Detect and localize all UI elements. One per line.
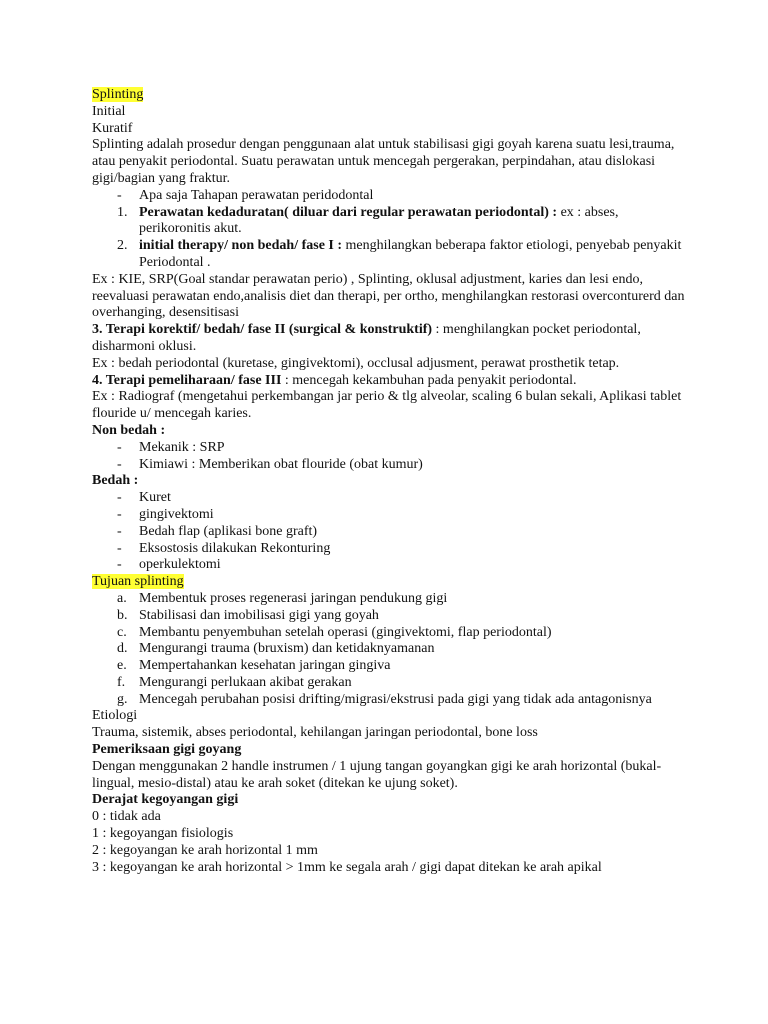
- list-item: [92, 507, 692, 524]
- list-item: [92, 238, 692, 272]
- list-marker: b.: [117, 607, 128, 623]
- list-item-text: Kuret: [139, 490, 171, 506]
- non-bedah-list: [92, 440, 692, 474]
- pemeriksaan-heading: Pemeriksaan gigi goyang: [92, 742, 242, 758]
- line-kuratif: Kuratif: [92, 120, 133, 136]
- list-item-text: Mekanik : SRP: [139, 439, 225, 455]
- tahap-3-paragraph: [92, 322, 692, 356]
- bedah-list: [92, 490, 692, 574]
- derajat-line: 1 : kegoyangan fisiologis: [92, 826, 234, 842]
- list-marker: g.: [117, 691, 128, 707]
- list-item-text: gingivektomi: [139, 506, 214, 522]
- list-item-text: operkulektomi: [139, 557, 221, 573]
- tahap-1-text: ex : abses, perikoronitis akut.: [139, 204, 619, 237]
- example-initial-paragraph: Ex : KIE, SRP(Goal standar perawatan perio) , Splinting, oklusal adjustment, karies dan lesi endo, reevaluasi perawatan endo,analisis diet dan therapi, per ortho, menghilangkan restorasi overconturerd dan overhanging, desensitisasi: [92, 271, 685, 321]
- list-item-text: Membentuk proses regenerasi jaringan pendukung gigi: [139, 590, 448, 606]
- etiologi-text: Trauma, sistemik, abses periodontal, kehilangan jaringan periodontal, bone loss: [92, 725, 538, 741]
- line-initial: Initial: [92, 103, 126, 119]
- list-item: [92, 675, 692, 692]
- list-item: [92, 625, 692, 642]
- definition-paragraph: Splinting adalah prosedur dengan penggunaan alat untuk stabilisasi gigi goyah karena suatu lesi,trauma, atau penyakit periodontal. Suatu perawatan untuk mencegah pergerakan, perpindahan, atau dislokasi gigi/bagian yang fraktur.: [92, 137, 675, 186]
- list-item-text: Stabilisasi dan imobilisasi gigi yang goyah: [139, 607, 379, 623]
- etiologi-heading: Etiologi: [92, 708, 138, 724]
- tujuan-list: [92, 591, 692, 709]
- list-item-text: Bedah flap (aplikasi bone graft): [139, 523, 318, 539]
- list-item: [92, 591, 692, 608]
- tujuan-heading: Tujuan splinting: [92, 574, 184, 590]
- list-item: [92, 608, 692, 625]
- tahap-3-text: : menghilangkan pocket periodontal, disharmoni oklusi.: [92, 322, 641, 354]
- list-marker: e.: [117, 658, 127, 674]
- tahapan-numbered-list: [92, 205, 692, 272]
- list-item: [92, 457, 692, 474]
- list-item-text: Mengurangi trauma (bruxism) dan ketidaknyamanan: [139, 641, 435, 657]
- bedah-heading: Bedah :: [92, 473, 139, 489]
- list-item: [92, 490, 692, 507]
- list-marker: 1.: [117, 204, 128, 220]
- tahap-2-title: initial therapy/ non bedah/ fase I :: [139, 238, 343, 254]
- list-marker: -: [117, 506, 122, 522]
- list-marker: d.: [117, 641, 128, 657]
- list-item: [92, 440, 692, 457]
- example-korektif-paragraph: Ex : bedah periodontal (kuretase, gingivektomi), occlusal adjusment, perawat prosthetik tetap.: [92, 355, 620, 371]
- derajat-line: 3 : kegoyangan ke arah horizontal > 1mm ke segala arah / gigi dapat ditekan ke arah apikal: [92, 859, 602, 875]
- list-marker: -: [117, 439, 122, 455]
- tahap-4-title: 4. Terapi pemeliharaan/ fase III: [92, 372, 282, 388]
- list-marker: -: [117, 490, 122, 506]
- list-item: [92, 658, 692, 675]
- tahap-3-title: 3. Terapi korektif/ bedah/ fase II (surgical & konstruktif): [92, 322, 433, 338]
- list-item-text: Mempertahankan kesehatan jaringan gingiva: [139, 658, 391, 674]
- list-item-text: Apa saja Tahapan perawatan peridodontal: [139, 187, 374, 203]
- list-item: [92, 541, 692, 558]
- document-page: [92, 87, 692, 876]
- list-marker: -: [117, 523, 122, 539]
- derajat-line: 2 : kegoyangan ke arah horizontal 1 mm: [92, 842, 318, 858]
- pemeriksaan-text: Dengan menggunakan 2 handle instrumen / 1 ujung tangan goyangkan gigi ke arah horizontal (bukal-lingual, mesio-distal) atau ke arah soket (ditekan ke ujung soket).: [92, 758, 662, 791]
- tahap-2-text: menghilangkan beberapa faktor etiologi, penyebab penyakit Periodontal .: [139, 238, 682, 270]
- list-marker: f.: [117, 674, 126, 690]
- tahap-4-paragraph: [92, 373, 692, 390]
- list-item-text: Mengurangi perlukaan akibat gerakan: [139, 674, 352, 690]
- list-marker: -: [117, 557, 122, 573]
- tahap-1-title: Perawatan kedaduratan( diluar dari regular perawatan periodontal) :: [139, 204, 558, 220]
- heading-splinting: Splinting: [92, 87, 144, 102]
- list-item-text: Mencegah perubahan posisi drifting/migrasi/ekstrusi pada gigi yang tidak ada antagonisnya: [139, 691, 652, 707]
- list-marker: -: [117, 187, 122, 203]
- tahapan-question-list: [92, 188, 692, 205]
- list-item: [92, 557, 692, 574]
- tahap-4-text: : mencegah kekambuhan pada penyakit periodontal.: [281, 372, 577, 388]
- list-marker: a.: [117, 590, 127, 606]
- list-marker: c.: [117, 624, 127, 640]
- list-marker: -: [117, 456, 122, 472]
- list-item: [92, 188, 692, 205]
- list-item: [92, 692, 692, 709]
- list-marker: -: [117, 540, 122, 556]
- list-item: [92, 524, 692, 541]
- list-marker: 2.: [117, 238, 128, 254]
- example-pemeliharaan-paragraph: Ex : Radiograf (mengetahui perkembangan jar perio & tlg alveolar, scaling 6 bulan sekali, Aplikasi tablet flouride u/ mencegah karies.: [92, 389, 682, 422]
- derajat-heading: Derajat kegoyangan gigi: [92, 792, 239, 808]
- list-item-text: Membantu penyembuhan setelah operasi (gingivektomi, flap periodontal): [139, 624, 552, 640]
- non-bedah-heading: Non bedah :: [92, 422, 166, 438]
- list-item: [92, 641, 692, 658]
- list-item-text: Kimiawi : Memberikan obat flouride (obat kumur): [139, 456, 423, 472]
- derajat-line: 0 : tidak ada: [92, 809, 161, 825]
- list-item-text: Eksostosis dilakukan Rekonturing: [139, 540, 331, 556]
- list-item: [92, 205, 692, 239]
